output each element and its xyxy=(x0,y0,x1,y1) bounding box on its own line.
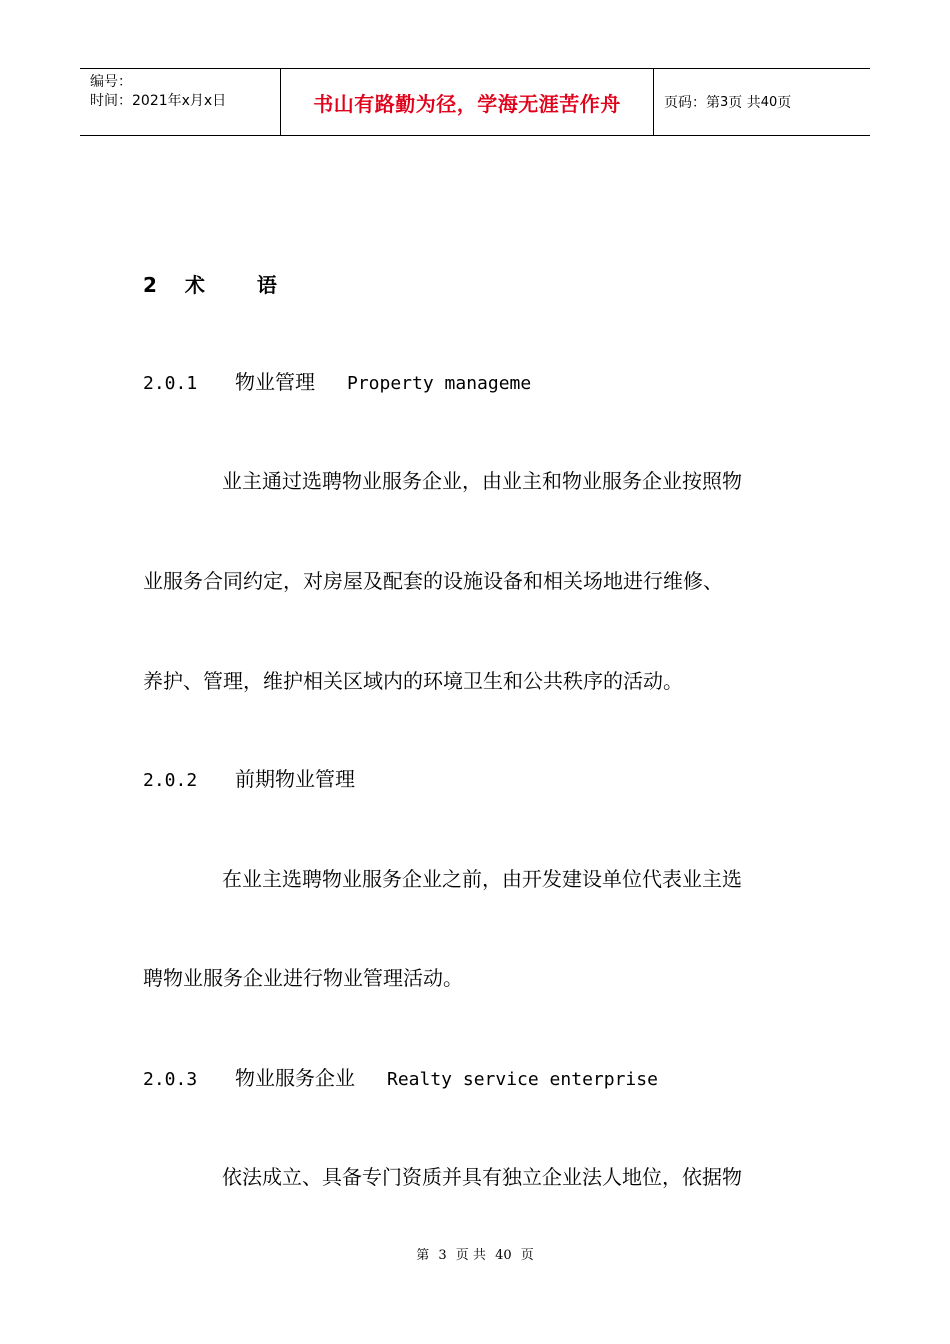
page-mid: 页 共 xyxy=(728,95,761,111)
footer-current: 3 xyxy=(438,1248,447,1263)
number-label: 编号： xyxy=(90,74,132,90)
footer-mid: 页 共 xyxy=(455,1248,486,1263)
paragraph-line: 依法成立、具备专门资质并具有独立企业法人地位，依据物 xyxy=(222,1165,742,1189)
term-name: 物业服务企业 xyxy=(235,1066,355,1090)
page-total: 40 xyxy=(760,94,778,110)
term-number: 2.0.2 xyxy=(143,770,198,791)
footer-suffix: 页 xyxy=(520,1248,534,1263)
footer-total: 40 xyxy=(495,1248,512,1263)
term-english: Realty service enterprise xyxy=(387,1069,658,1090)
term-name: 前期物业管理 xyxy=(235,767,355,791)
header-motto xyxy=(281,69,654,135)
page-footer xyxy=(0,1247,950,1265)
paragraph-line: 聘物业服务企业进行物业管理活动。 xyxy=(143,966,463,990)
paragraph-line: 养护、管理，维护相关区域内的环境卫生和公共秩序的活动。 xyxy=(143,669,683,693)
section-number: 2 xyxy=(143,273,157,297)
term-heading xyxy=(143,767,355,793)
section-title-b: 语 xyxy=(256,273,277,297)
section-title-a: 术 xyxy=(184,273,205,297)
term-number: 2.0.3 xyxy=(143,1069,198,1090)
paragraph-line: 业主通过选聘物业服务企业，由业主和物业服务企业按照物 xyxy=(222,469,742,493)
header-meta xyxy=(80,69,281,135)
term-heading xyxy=(143,1066,658,1092)
time-label: 时间：2021年x月x日 xyxy=(90,93,227,109)
page-header xyxy=(80,68,870,136)
paragraph-line: 在业主选聘物业服务企业之前，由开发建设单位代表业主选 xyxy=(222,867,742,891)
motto-text: 书山有路勤为径，学海无涯苦作舟 xyxy=(313,91,621,116)
term-english: Property manageme xyxy=(347,373,532,394)
header-page-info xyxy=(654,69,870,135)
paragraph-line: 业服务合同约定，对房屋及配套的设施设备和相关场地进行维修、 xyxy=(143,569,723,593)
section-title xyxy=(143,273,277,297)
page-label: 页码：第 xyxy=(664,95,720,111)
page-current: 3 xyxy=(720,94,729,110)
term-number: 2.0.1 xyxy=(143,373,198,394)
page-end: 页 xyxy=(777,95,792,111)
term-name: 物业管理 xyxy=(235,370,315,394)
term-heading xyxy=(143,370,531,396)
footer-prefix: 第 xyxy=(416,1248,430,1263)
